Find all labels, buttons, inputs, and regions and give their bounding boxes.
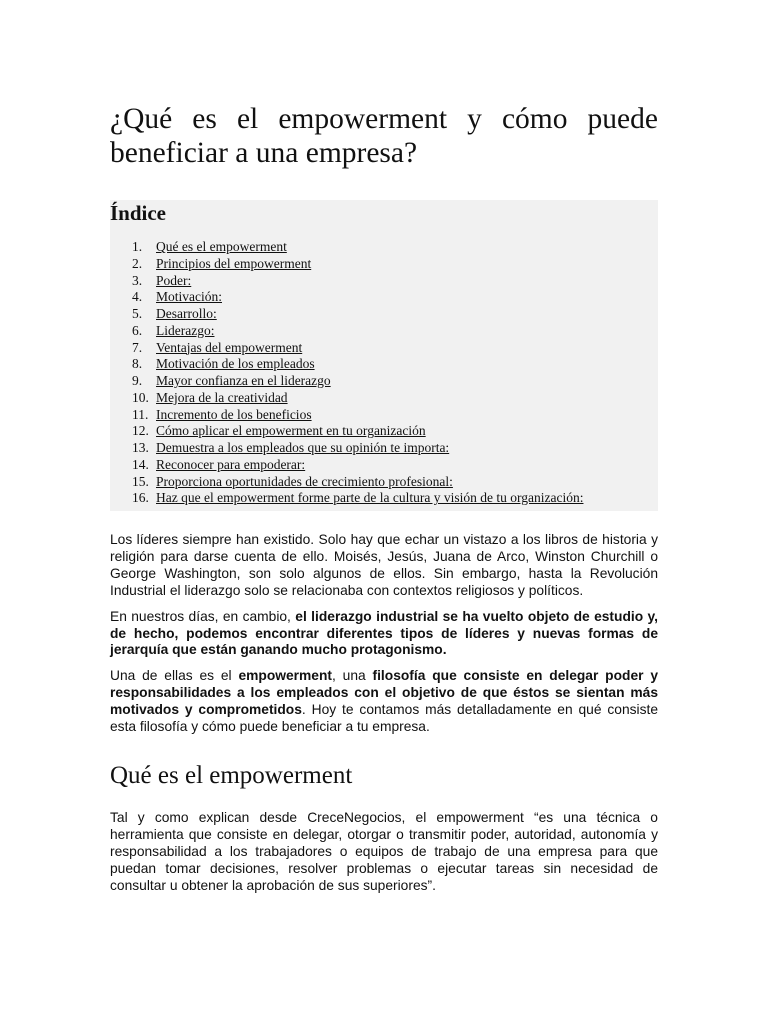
toc-item-number: [110, 256, 156, 273]
paragraph-text: Una de ellas es el: [110, 668, 239, 684]
toc-item-number: [110, 340, 156, 357]
toc-item-number: [110, 390, 156, 407]
toc-item: [110, 306, 658, 323]
paragraph-intro: Los líderes siempre han existido. Solo hay que echar un vistazo a los libros de historia y religión para darse cuenta de ello. Moisés, Jesús, Juana de Arco, Winston Churchill o George Washington, son solo algunos de ellos. Sin embargo, hasta la Revolución Industrial el liderazgo solo se relacionaba con contextos religiosos y políticos.: [110, 532, 658, 598]
table-of-contents: [110, 200, 658, 511]
toc-item: [110, 340, 658, 357]
toc-item-number-text: 4.: [132, 289, 143, 305]
toc-item-number: [110, 407, 156, 424]
paragraph-text: . Hoy te contamos más detalladamente en qué consiste esta filosofía y cómo puede beneficiar a tu empresa.: [110, 702, 659, 735]
toc-link[interactable]: Liderazgo:: [156, 322, 215, 338]
toc-link[interactable]: Desarrollo:: [156, 306, 217, 321]
toc-item: [110, 289, 658, 306]
bold-text: el liderazgo industrial se ha vuelto objeto de estudio y, de hecho, podemos encontrar diferentes tipos de líderes y nuevas formas de jerarquía que están ganando mucho protagonismo.: [110, 608, 658, 658]
bold-text: empowerment: [238, 668, 332, 684]
toc-item-number-text: 14.: [132, 456, 149, 472]
toc-link[interactable]: Ventajas del empowerment: [156, 339, 303, 355]
toc-item-number: [110, 373, 156, 390]
toc-item-number-text: 13.: [132, 440, 149, 455]
toc-link[interactable]: Haz que el empowerment forme parte de la cultura y visión de tu organización:: [156, 490, 584, 506]
toc-link[interactable]: Poder:: [156, 272, 192, 288]
toc-item-number: [110, 356, 156, 373]
paragraph-leadership: [110, 609, 658, 660]
toc-link[interactable]: Principios del empowerment: [156, 255, 312, 271]
toc-list: [110, 239, 658, 507]
toc-item-number: [110, 239, 156, 256]
toc-item: [110, 239, 658, 256]
toc-item-number-text: 8.: [132, 356, 143, 372]
toc-item-number: [110, 306, 156, 323]
toc-item-number: [110, 323, 156, 340]
section-heading: Qué es el empowerment: [110, 761, 353, 789]
paragraph-quote: Tal y como explican desde CreceNegocios, el empowerment “es una técnica o herramienta que consiste en delegar, otorgar o transmitir poder, autoridad, autonomía y responsabilidad a los trabajadores o equipos de trabajo de una empresa para que puedan tomar decisiones, resolver problemas o ejecutar tareas sin necesidad de consultar u obtener la aprobación de sus superiores”.: [110, 809, 658, 893]
toc-item-number: [110, 474, 156, 491]
toc-link[interactable]: Incremento de los beneficios: [156, 406, 312, 422]
toc-item-number-text: 15.: [132, 473, 149, 489]
toc-item: [110, 356, 658, 373]
paragraph-empowerment-definition: [110, 668, 658, 736]
toc-link[interactable]: Demuestra a los empleados que su opinión te importa:: [156, 440, 450, 455]
toc-item-number-text: 10.: [132, 389, 149, 405]
paragraph-text: En nuestros días, en cambio,: [110, 608, 296, 624]
toc-link[interactable]: Mayor confianza en el liderazgo: [156, 373, 331, 388]
toc-item-number-text: 9.: [132, 373, 143, 388]
toc-item: [110, 490, 658, 507]
toc-item-number-text: 7.: [132, 339, 143, 355]
toc-item-number: [110, 423, 156, 440]
toc-item-number-text: 1.: [132, 239, 143, 254]
toc-item-number-text: 11.: [132, 406, 149, 422]
toc-item-number-text: 3.: [132, 272, 143, 288]
toc-item-number: [110, 440, 156, 457]
toc-item-number-text: 2.: [132, 255, 143, 271]
toc-heading: Índice: [110, 201, 167, 225]
toc-link[interactable]: Proporciona oportunidades de crecimiento profesional:: [156, 473, 453, 489]
toc-item: [110, 407, 658, 424]
toc-item-number: [110, 490, 156, 507]
document-title: ¿Qué es el empowerment y cómo puede beneficiar a una empresa?: [110, 103, 658, 169]
toc-item-number-text: 12.: [132, 423, 149, 439]
document-page: [110, 102, 658, 895]
toc-item: [110, 373, 658, 390]
toc-item: [110, 440, 658, 457]
toc-item-number-text: 5.: [132, 306, 143, 321]
toc-item: [110, 457, 658, 474]
toc-item-number-text: 16.: [132, 490, 149, 506]
toc-item-number-text: 6.: [132, 322, 143, 338]
toc-link[interactable]: Mejora de la creatividad: [156, 389, 288, 405]
toc-link[interactable]: Reconocer para empoderar:: [156, 456, 306, 472]
toc-item-number: [110, 289, 156, 306]
toc-item: [110, 390, 658, 407]
bold-text: filosofía que consiste en delegar poder y responsabilidades a los empleados con el objetivo de que éstos se sientan más motivados y comprometidos: [110, 668, 658, 718]
toc-item-number: [110, 273, 156, 290]
toc-link[interactable]: Cómo aplicar el empowerment en tu organización: [156, 423, 426, 439]
paragraph-text: , una: [332, 668, 373, 684]
toc-link[interactable]: Qué es el empowerment: [156, 239, 287, 254]
toc-item-number: [110, 457, 156, 474]
toc-item: [110, 474, 658, 491]
toc-item: [110, 323, 658, 340]
toc-link[interactable]: Motivación:: [156, 289, 222, 305]
toc-item: [110, 256, 658, 273]
toc-link[interactable]: Motivación de los empleados: [156, 356, 315, 372]
toc-item: [110, 423, 658, 440]
toc-item: [110, 273, 658, 290]
